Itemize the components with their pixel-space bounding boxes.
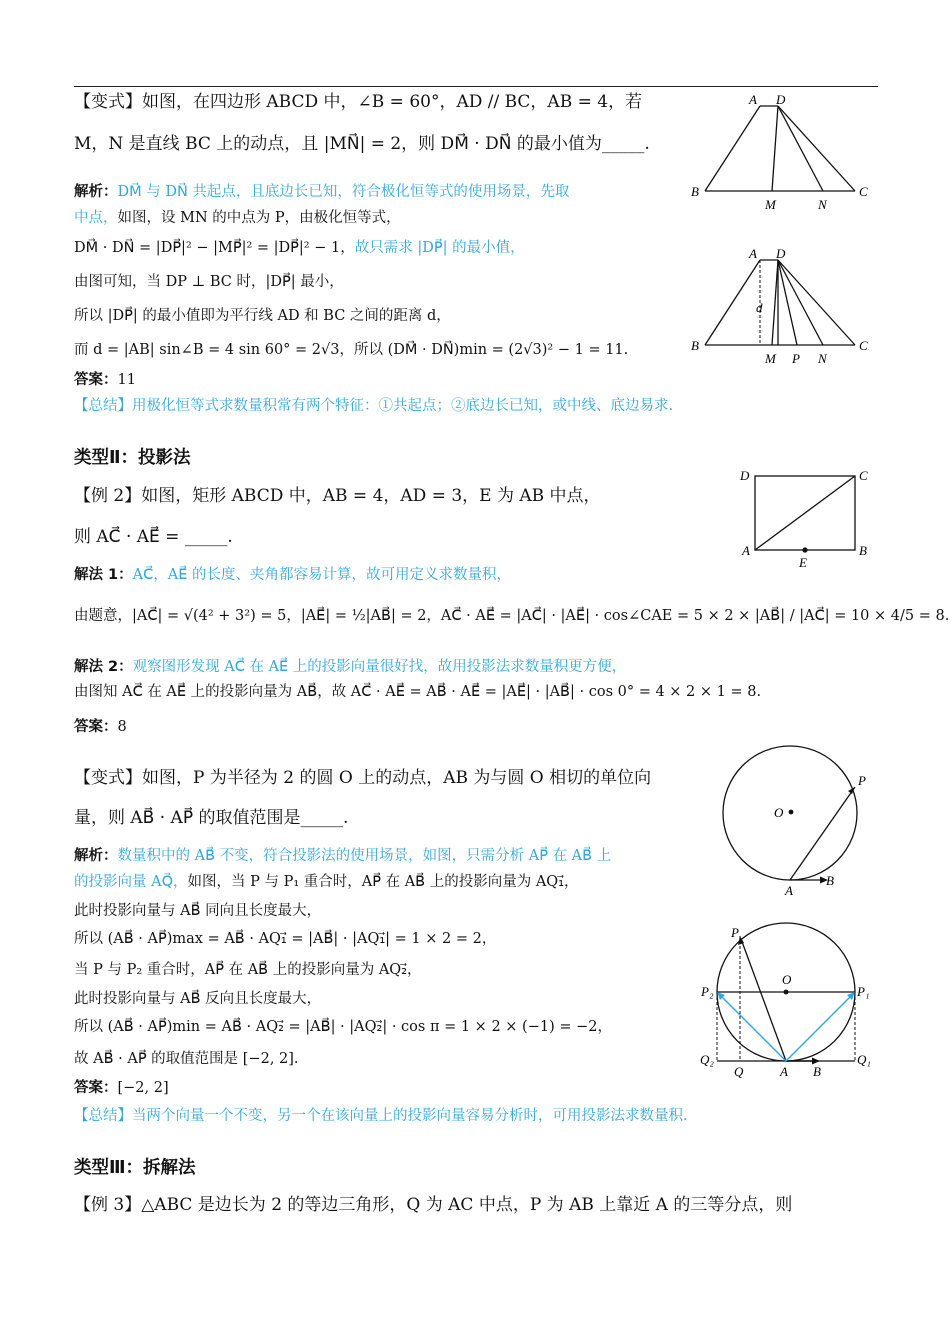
analysis-text: 如图，当 P 与 P₁ 重合时，AP⃗ 在 AB⃗ 上的投影向量为 AQ₁⃗， [187, 874, 579, 890]
vertex-label-C: C [859, 184, 868, 199]
method1-text-blue: AC⃗，AE⃗ 的长度、夹角都容易计算，故可用定义求数量积， [132, 567, 511, 583]
point-label-E: E [799, 555, 807, 570]
variant1-problem-line2: M，N 是直线 BC 上的动点，且 |MN⃗| = 2，则 DM⃗ · DN⃗ 的最小值为_____. [74, 134, 650, 154]
vertex-label-B: B [691, 184, 699, 199]
answer-label: 答案： [74, 1080, 118, 1096]
example2-method2-calc: 由图知 AC⃗ 在 AE⃗ 上的投影向量为 AB⃗，故 AC⃗ · AE⃗ = AB⃗ · AE⃗ = |AE⃗| · |AB⃗| · cos 0° = 4 × 2 × 1 = 8. [74, 684, 762, 700]
variant1-analysis-line5: 所以 |DP⃗| 的最小值即为平行线 AD 和 BC 之间的距离 d， [74, 308, 451, 324]
variant2-analysis-line5: 当 P 与 P₂ 重合时，AP⃗ 在 AB⃗ 上的投影向量为 AQ₂⃗， [74, 962, 422, 978]
variant1-analysis-line2 [74, 210, 401, 227]
vertex-label-A: A [749, 92, 757, 107]
analysis-text-blue: 中点， [74, 210, 118, 226]
answer-value: 8 [117, 719, 127, 735]
trapezoid-figure [690, 92, 880, 217]
vertex-label-C: C [859, 338, 868, 353]
example2-method1 [74, 567, 511, 584]
type2-heading: 类型Ⅱ：投影法 [74, 448, 191, 468]
circle-tangent-figure [710, 740, 880, 900]
analysis-text: 如图，设 MN 的中点为 P，由极化恒等式， [117, 210, 401, 226]
center-label-O: O [774, 805, 784, 820]
point-label-Q: Q [734, 1064, 744, 1079]
vertex-label-B: B [859, 543, 867, 558]
variant1-answer [74, 372, 136, 389]
variant2-problem-line1: 【变式】如图，P 为半径为 2 的圆 O 上的动点，AB 为与圆 O 相切的单位向 [74, 768, 652, 788]
vertex-label-A: A [742, 543, 750, 558]
variant2-problem-line2: 量，则 AB⃗ · AP⃗ 的取值范围是_____. [74, 808, 349, 828]
header-rule [74, 86, 878, 87]
variant1-analysis-line4: 由图可知，当 DP ⊥ BC 时，|DP⃗| 最小， [74, 274, 344, 290]
point-label-A: A [785, 883, 793, 898]
vertex-label-D: D [776, 92, 786, 107]
point-label-M: M [765, 351, 776, 366]
answer-value: [−2, 2] [117, 1080, 169, 1096]
point-label-Q1: Q₁ [857, 1052, 871, 1067]
variant1-problem-line1: 【变式】如图，在四边形 ABCD 中，∠B = 60°，AD // BC，AB = 4，若 [74, 92, 643, 112]
answer-label: 答案： [74, 372, 118, 388]
example2-method2 [74, 659, 626, 676]
example2-problem-line1: 【例 2】如图，矩形 ABCD 中，AB = 4，AD = 3，E 为 AB 中点， [74, 486, 601, 506]
point-label-B: B [826, 873, 834, 888]
answer-value: 11 [117, 372, 136, 388]
variant2-summary: 【总结】当两个向量一个不变，另一个在该向量上的投影向量容易分析时，可用投影法求数量积. [74, 1108, 688, 1124]
point-label-N: N [818, 351, 827, 366]
answer-label: 答案： [74, 719, 118, 735]
variant2-answer [74, 1080, 169, 1097]
height-label-d: d [756, 300, 763, 315]
point-label-N: N [818, 197, 827, 212]
vertex-label-D: D [740, 468, 750, 483]
example3-line1: 【例 3】△ABC 是边长为 2 的等边三角形，Q 为 AC 中点，P 为 AB 上靠近 A 的三等分点，则 [74, 1195, 793, 1215]
example2-answer [74, 719, 127, 736]
analysis-text-blue: 的投影向量 AQ⃗， [74, 874, 188, 890]
vertex-label-B: B [691, 338, 699, 353]
point-label-P: P [858, 773, 866, 788]
variant2-analysis-line3: 此时投影向量与 AB⃗ 同向且长度最大， [74, 903, 322, 919]
vertex-label-C: C [859, 468, 868, 483]
variant2-analysis-line2 [74, 874, 579, 891]
vertex-label-D: D [776, 246, 786, 261]
analysis-label: 解析： [74, 848, 118, 864]
analysis-text-blue: 数量积中的 AB⃗ 不变，符合投影法的使用场景，如图，只需分析 AP⃗ 在 AB⃗ 上 [117, 848, 612, 864]
analysis-label: 解析： [74, 184, 118, 200]
example2-method1-calc: 由题意，|AC⃗| = √(4² + 3²) = 5，|AE⃗| = ½|AB⃗| = 2，AC⃗ · AE⃗ = |AC⃗| · |AE⃗| · cos∠CAE = 5 × 2 × |AB⃗| / |AC⃗| = 10 × 4/5 = 8. [74, 608, 950, 624]
variant2-analysis-line1 [74, 848, 611, 865]
point-label-B: B [813, 1064, 821, 1079]
variant1-analysis-line3 [74, 240, 525, 257]
point-label-A: A [780, 1064, 788, 1079]
rectangle-figure [735, 464, 875, 574]
point-label-P2: P₂ [701, 984, 714, 999]
analysis-formula: DM⃗ · DN⃗ = |DP⃗|² − |MP⃗|² = |DP⃗|² − 1， [74, 240, 355, 256]
type3-heading: 类型Ⅲ：拆解法 [74, 1158, 196, 1178]
method2-label: 解法 2： [74, 659, 133, 675]
method2-text-blue: 观察图形发现 AC⃗ 在 AE⃗ 上的投影向量很好找，故用投影法求数量积更方便， [132, 659, 627, 675]
variant1-analysis-line6: 而 d = |AB| sin∠B = 4 sin 60° = 2√3，所以 (DM⃗ · DN⃗)min = (2√3)² − 1 = 11. [74, 342, 629, 358]
trapezoid-height-figure [690, 246, 880, 371]
point-label-M: M [765, 197, 776, 212]
center-label-O: O [782, 972, 792, 987]
point-label-P: P [792, 351, 800, 366]
variant2-analysis-line7: 所以 (AB⃗ · AP⃗)min = AB⃗ · AQ₂⃗ = |AB⃗| · |AQ₂⃗| · cos π = 1 × 2 × (−1) = −2， [74, 1019, 612, 1035]
analysis-text-blue: 故只需求 |DP⃗| 的最小值， [354, 240, 525, 256]
method1-label: 解法 1： [74, 567, 133, 583]
point-label-P: P [731, 925, 739, 940]
analysis-text-blue: DM⃗ 与 DN⃗ 共起点，且底边长已知，符合极化恒等式的使用场景，先取 [117, 184, 570, 200]
circle-projection-figure [698, 920, 878, 1080]
point-label-Q2: Q₂ [700, 1052, 714, 1067]
variant1-summary: 【总结】用极化恒等式求数量积常有两个特征：①共起点；②底边长已知，或中线、底边易求. [74, 398, 674, 414]
variant2-analysis-line4: 所以 (AB⃗ · AP⃗)max = AB⃗ · AQ₁⃗ = |AB⃗| · |AQ₁⃗| = 1 × 2 = 2， [74, 931, 497, 947]
variant1-analysis-line1 [74, 184, 569, 201]
variant2-analysis-line6: 此时投影向量与 AB⃗ 反向且长度最大， [74, 991, 322, 1007]
vertex-label-A: A [749, 246, 757, 261]
example2-problem-line2: 则 AC⃗ · AE⃗ = _____. [74, 527, 233, 547]
point-label-P1: P₁ [857, 984, 870, 999]
variant2-analysis-line8: 故 AB⃗ · AP⃗ 的取值范围是 [−2, 2]. [74, 1051, 299, 1067]
